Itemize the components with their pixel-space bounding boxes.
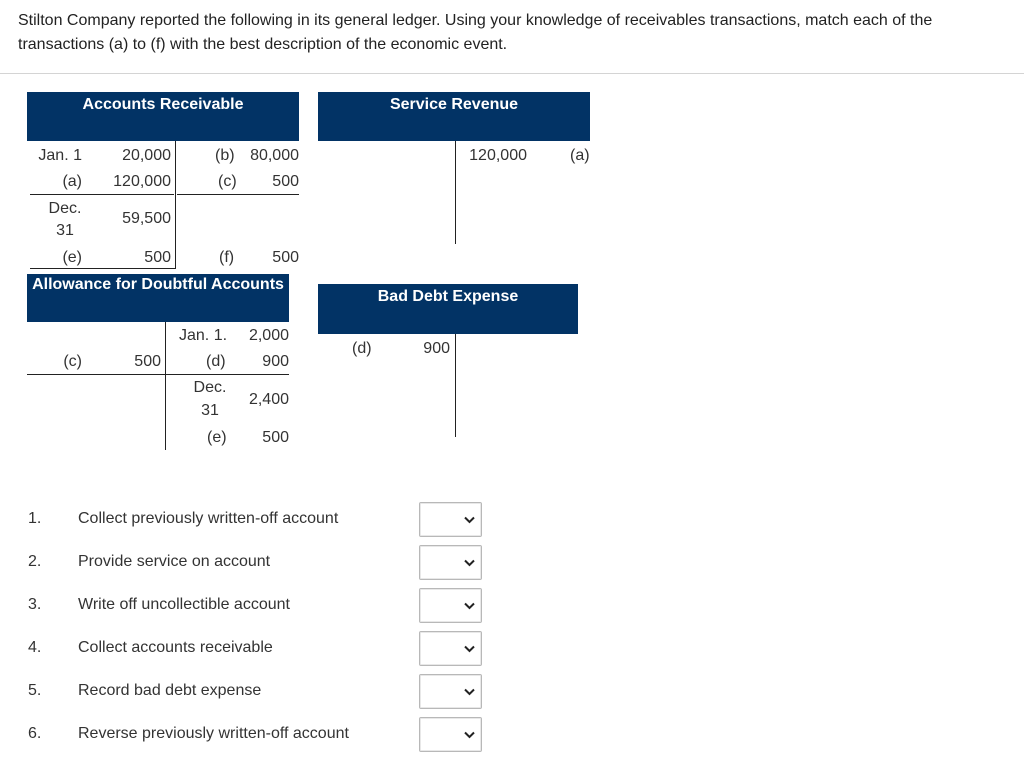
question-prompt: Stilton Company reported the following in its general ledger. Using your knowledge of receivables transactions, match each of the transactions (a) to (f) with the best description of the economic event.	[18, 12, 933, 53]
answer-dropdown[interactable]	[419, 717, 482, 752]
item-number: 6.	[28, 725, 42, 742]
entry-label: (b)	[215, 147, 235, 164]
entry-label: Jan. 1	[38, 147, 82, 164]
t-divider	[165, 322, 166, 450]
entry-label: Jan. 1.	[179, 327, 228, 344]
item-description: Record bad debt expense	[78, 682, 262, 699]
account-header	[318, 284, 578, 334]
chevron-down-icon	[464, 559, 475, 567]
entry-amount: 900	[423, 340, 450, 357]
entry-amount: 500	[272, 249, 299, 266]
entry-label: (a)	[570, 147, 590, 164]
answer-dropdown[interactable]	[419, 631, 482, 666]
answer-dropdown[interactable]	[419, 545, 482, 580]
item-description: Collect previously written-off account	[78, 510, 339, 527]
row-rule	[177, 194, 299, 195]
entry-amount: 59,500	[122, 210, 171, 227]
entry-amount: 500	[272, 173, 299, 190]
entry-amount: 2,400	[248, 391, 289, 408]
item-description: Collect accounts receivable	[78, 639, 273, 656]
answer-dropdown[interactable]	[419, 588, 482, 623]
account-header	[27, 274, 289, 322]
row-rule	[166, 374, 289, 375]
entry-label: Dec.	[193, 379, 227, 396]
account-title: Bad Debt Expense	[377, 288, 519, 305]
item-number: 2.	[28, 553, 42, 570]
entry-label: (e)	[62, 249, 82, 266]
entry-label: (c)	[218, 173, 237, 190]
item-number: 4.	[28, 639, 42, 656]
t-divider	[455, 334, 456, 437]
chevron-down-icon	[464, 516, 475, 524]
entry-label: (d)	[352, 340, 372, 357]
item-description: Write off uncollectible account	[78, 596, 290, 613]
entry-label: (d)	[206, 353, 226, 370]
t-divider	[175, 141, 176, 269]
entry-amount: 20,000	[122, 147, 171, 164]
entry-label: (a)	[62, 173, 82, 190]
answer-dropdown[interactable]	[419, 502, 482, 537]
entry-amount: 500	[144, 249, 171, 266]
account-header	[318, 92, 590, 141]
divider	[0, 73, 1024, 74]
entry-amount: 120,000	[113, 173, 171, 190]
item-number: 1.	[28, 510, 42, 527]
chevron-down-icon	[464, 602, 475, 610]
item-description: Reverse previously written-off account	[78, 725, 349, 742]
item-description: Provide service on account	[78, 553, 271, 570]
row-rule	[27, 374, 165, 375]
item-number: 5.	[28, 682, 42, 699]
answer-dropdown[interactable]	[419, 674, 482, 709]
entry-amount: 900	[262, 353, 289, 370]
account-title: Allowance for Doubtful Accounts	[32, 276, 284, 293]
item-number: 3.	[28, 596, 42, 613]
chevron-down-icon	[464, 645, 475, 653]
entry-amount: 500	[134, 353, 161, 370]
row-rule	[30, 194, 174, 195]
entry-label: (f)	[219, 249, 235, 266]
entry-amount: 80,000	[250, 147, 299, 164]
entry-label: (c)	[63, 353, 82, 370]
account-header	[27, 92, 299, 141]
account-title: Accounts Receivable	[82, 96, 244, 113]
row-rule	[30, 268, 175, 269]
entry-label: (e)	[207, 429, 227, 446]
entry-label: 31	[56, 222, 74, 239]
entry-label: Dec.	[48, 200, 82, 217]
account-title: Service Revenue	[389, 96, 519, 113]
entry-amount: 500	[262, 429, 289, 446]
entry-label: 31	[201, 402, 219, 419]
chevron-down-icon	[464, 688, 475, 696]
entry-amount: 2,000	[248, 327, 289, 344]
entry-amount: 120,000	[469, 147, 527, 164]
chevron-down-icon	[464, 731, 475, 739]
